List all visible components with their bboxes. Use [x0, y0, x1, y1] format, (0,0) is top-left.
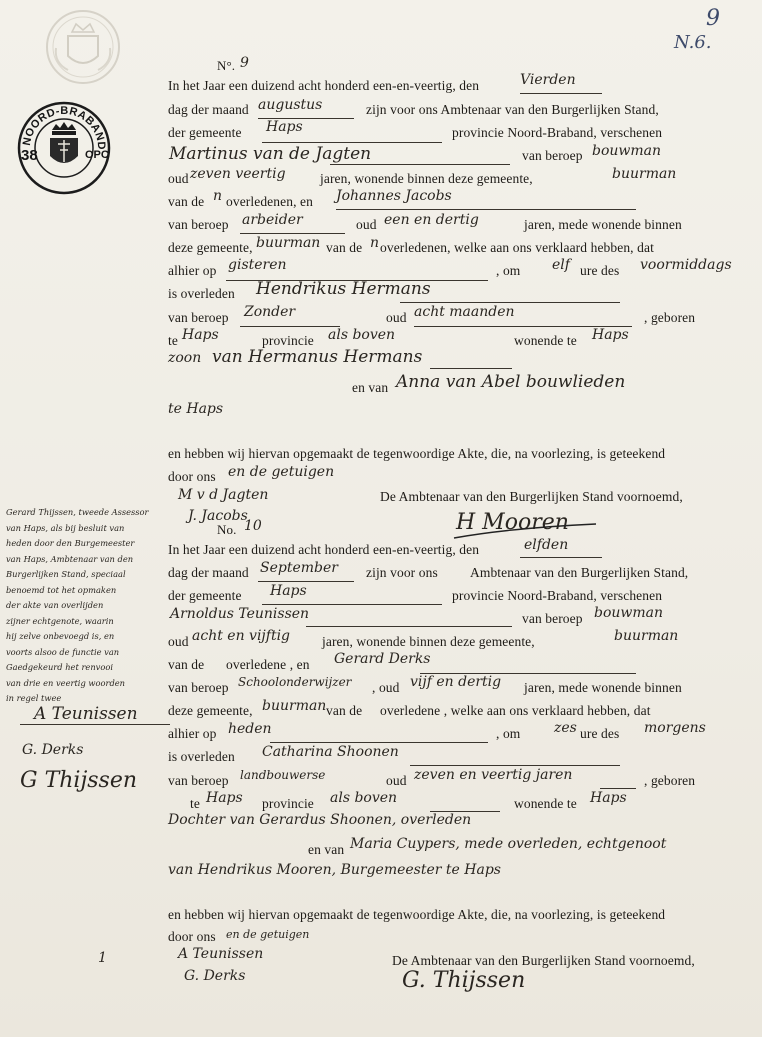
record2-line9c: ure des	[580, 726, 620, 741]
record2-relation2: buurman	[262, 698, 327, 714]
record2-signed-with: en de getuigen	[226, 928, 310, 941]
record2-line7c: jaren, mede wonende binnen	[524, 680, 682, 695]
record1-number-label: N°.	[217, 58, 236, 73]
record1-line15a: door ons	[168, 469, 216, 484]
record2-daughter-of: Dochter van Gerardus Shoonen, overleden	[168, 812, 472, 828]
record2-line12a: te	[190, 796, 200, 811]
record2-part-of-day: morgens	[644, 720, 706, 736]
record1-part-of-day: voormiddags	[640, 257, 732, 273]
record1-number-value: 9	[240, 55, 249, 71]
margin-note-line: Burgerlijken Stand, speciaal	[6, 569, 126, 579]
record1-month: augustus	[258, 97, 323, 113]
record1-line12b: provincie	[262, 333, 314, 348]
record1-sig1: M v d Jagten	[178, 487, 269, 503]
record2-line3a: der gemeente	[168, 588, 242, 603]
record2-line9a: alhier op	[168, 726, 217, 741]
record1-age1: zeven veertig	[190, 166, 286, 182]
record2-declarant1: Arnoldus Teunissen	[170, 606, 310, 622]
record2-profession1: bouwman	[594, 605, 664, 621]
record1-line6a: van de	[168, 194, 205, 209]
record1-age2: een en dertig	[384, 212, 479, 228]
embossed-seal-icon	[44, 8, 122, 86]
margin-note-line: hij zelve onbevoegd is, en	[6, 631, 115, 641]
margin-note-line: van drie en veertig woorden	[6, 677, 126, 688]
record2-line13b: en van	[308, 842, 345, 857]
record1-line11a: van beroep	[168, 310, 229, 325]
record2-mother: Maria Cuypers, mede overleden, echtgenoot	[350, 836, 667, 852]
stamp-left-value: 38	[21, 147, 38, 164]
record1-deceased: Hendrikus Hermans	[256, 279, 431, 299]
record1-line10a: is overleden	[168, 286, 235, 301]
record1-birthplace: Haps	[182, 327, 219, 343]
record1-line2a: dag der maand	[168, 102, 249, 117]
margin-note-line: van Haps, Ambtenaar van den	[6, 553, 134, 564]
margin-note-line: voorts alsoo de functie van	[6, 646, 120, 657]
margin-annotation	[6, 505, 166, 707]
stamp-right-value: OPC	[85, 149, 109, 161]
stamp-ring-text: NOORD-BRABAND	[20, 104, 108, 151]
record1-line6b: overledenen, en	[226, 194, 313, 209]
margin-note-line: benoemd tot het opmaken	[6, 584, 117, 595]
record1-line11b: oud	[386, 310, 407, 325]
record2-line15a: door ons	[168, 929, 216, 944]
record1-sig2: J. Jacobs	[188, 508, 248, 524]
record2-birthplace: Haps	[206, 790, 243, 806]
record1-suffix2: n	[370, 235, 380, 251]
record1-line3b: provincie Noord-Braband, verschenen	[452, 125, 663, 140]
margin-note-line: heden door den Burgemeester	[6, 538, 135, 548]
record2-line16a: De Ambtenaar van den Burgerlijken Stand voornoemd,	[392, 953, 695, 968]
record1-province: als boven	[328, 327, 396, 343]
record1-deceased-profession: Zonder	[244, 304, 296, 320]
record1-municipality: Haps	[266, 119, 303, 135]
record2-line11c: , geboren	[644, 773, 696, 788]
record2-declarant2: Gerard Derks	[334, 651, 431, 667]
record2-line11a: van beroep	[168, 773, 229, 788]
record2-line7b: , oud	[372, 680, 400, 695]
record1-line16a: De Ambtenaar van den Burgerlijken Stand voornoemd,	[380, 489, 683, 504]
record2-line6a: van de	[168, 657, 205, 672]
record2-line9b: , om	[496, 726, 521, 741]
record2-line8b: van de	[326, 703, 363, 718]
record1-date: gisteren	[228, 257, 287, 273]
record2-deceased-age: zeven en veertig jaren	[414, 767, 573, 783]
record1-day: Vierden	[520, 72, 576, 88]
record2-line12c: wonende te	[514, 796, 577, 811]
record2-hour: zes	[554, 720, 577, 736]
margin-note-line: in regel twee	[6, 693, 62, 703]
record1-mother: Anna van Abel bouwlieden	[396, 372, 626, 392]
record2-line10a: is overleden	[168, 749, 235, 764]
record1-son-of: van Hermanus Hermans	[212, 347, 423, 367]
record2-residence: Haps	[590, 790, 627, 806]
margin-note-line: van Haps, als bij besluit van	[6, 522, 125, 533]
record1-line9a: alhier op	[168, 263, 217, 278]
record2-line12b: provincie	[262, 796, 314, 811]
record1-relation1: buurman	[612, 166, 677, 182]
record1-line3a: der gemeente	[168, 125, 242, 140]
record2-date: heden	[228, 721, 272, 737]
record2-sig2: G. Derks	[184, 968, 246, 984]
record2-line1c: Ambtenaar van den Burgerlijken Stand,	[470, 565, 689, 580]
record2-number-label: No.	[217, 522, 237, 537]
record1-mother-place: te Haps	[168, 401, 224, 417]
record2-sig1: A Teunissen	[178, 946, 264, 962]
record1-line7b: oud	[356, 217, 377, 232]
record2-deceased: Catharina Shoonen	[262, 744, 399, 760]
record2-line3b: provincie Noord-Braband, verschenen	[452, 588, 663, 603]
record2-month: September	[260, 560, 338, 576]
record2-line1b: zijn voor ons	[366, 565, 438, 580]
record1-line5a: oud	[168, 171, 189, 186]
record1-residence: Haps	[592, 327, 629, 343]
margin-note-line: Gerard Thijssen, tweede Assessor	[6, 507, 149, 517]
margin-note-line: der akte van overlijden	[6, 600, 104, 610]
record1-hour: elf	[552, 257, 570, 273]
record1-line5b: jaren, wonende binnen deze gemeente,	[320, 171, 533, 186]
record1-line7a: van beroep	[168, 217, 229, 232]
record2-deceased-profession: landbouwerse	[240, 768, 326, 782]
record2-line1a: In het Jaar een duizend acht honderd een-en-veertig, den	[168, 542, 480, 557]
record1-deceased-age: acht maanden	[414, 304, 515, 320]
record2-line8c: overledene , welke aan ons verklaard hebben, dat	[380, 703, 651, 718]
record2-number-value: 10	[244, 518, 262, 534]
tax-stamp-icon	[16, 100, 112, 196]
record2-line7a: van beroep	[168, 680, 229, 695]
margin-note-line: zijner echtgenote, waarin	[6, 615, 114, 626]
record2-age2: vijf en dertig	[410, 674, 502, 690]
record1-line9b: , om	[496, 263, 521, 278]
record2-husband: van Hendrikus Mooren, Burgemeester te Haps	[168, 862, 501, 878]
record1-line8c: overledenen, welke aan ons verklaard hebben, dat	[380, 240, 654, 255]
record1-line4b: van beroep	[522, 148, 583, 163]
record2-relation1: buurman	[614, 628, 679, 644]
record1-profession1: bouwman	[592, 143, 662, 159]
record1-line9c: ure des	[580, 263, 620, 278]
record1-signed-with: en de getuigen	[228, 464, 335, 480]
record1-son-label: zoon	[168, 350, 202, 366]
record1-line12c: wonende te	[514, 333, 577, 348]
record1-line8b: van de	[326, 240, 363, 255]
page-number: 9	[706, 6, 720, 31]
record2-line5b: jaren, wonende binnen deze gemeente,	[322, 634, 535, 649]
record1-line8a: deze gemeente,	[168, 240, 253, 255]
record1-line11c: , geboren	[644, 310, 696, 325]
record2-line4b: van beroep	[522, 611, 583, 626]
margin-signature-derks: G. Derks	[22, 742, 84, 758]
record2-province: als boven	[330, 790, 398, 806]
record2-municipality: Haps	[270, 583, 307, 599]
margin-note-line: Gaedgekeurd het renvooi	[6, 662, 113, 672]
folio-mark: N.6.	[674, 32, 712, 53]
record2-line6b: overledene , en	[226, 657, 310, 672]
margin-signature-thijssen: G Thijssen	[20, 768, 138, 793]
record2-line8a: deze gemeente,	[168, 703, 253, 718]
record2-official-signature: G. Thijssen	[402, 968, 526, 993]
record2-day: elfden	[524, 537, 569, 553]
record2-line11b: oud	[386, 773, 407, 788]
record1-line14a: en hebben wij hiervan opgemaakt de tegenwoordige Akte, die, na voorlezing, is geteekend	[168, 446, 666, 461]
margin-tick-mark: 1	[98, 950, 107, 966]
record1-suffix1: n	[213, 188, 223, 204]
margin-signature-teunissen: A Teunissen	[34, 704, 138, 724]
record1-line12a: te	[168, 333, 178, 348]
record1-line13b: en van	[352, 380, 389, 395]
record2-line5a: oud	[168, 634, 189, 649]
record1-official-signature: H Mooren	[456, 510, 569, 535]
record1-line7c: jaren, mede wonende binnen	[524, 217, 682, 232]
record2-line14a: en hebben wij hiervan opgemaakt de tegenwoordige Akte, die, na voorlezing, is geteekend	[168, 907, 666, 922]
record1-declarant2: Johannes Jacobs	[336, 188, 452, 204]
record1-profession2: arbeider	[242, 212, 303, 228]
record2-line2a: dag der maand	[168, 565, 249, 580]
record1-declarant1: Martinus van de Jagten	[169, 144, 372, 164]
record2-profession2: Schoolonderwijzer	[238, 675, 352, 689]
record1-relation2: buurman	[256, 235, 321, 251]
record1-line1b: zijn voor ons Ambtenaar van den Burgerlijken Stand,	[366, 102, 659, 117]
record2-age1: acht en vijftig	[192, 628, 291, 644]
record1-line1a: In het Jaar een duizend acht honderd een-en-veertig, den	[168, 78, 480, 93]
